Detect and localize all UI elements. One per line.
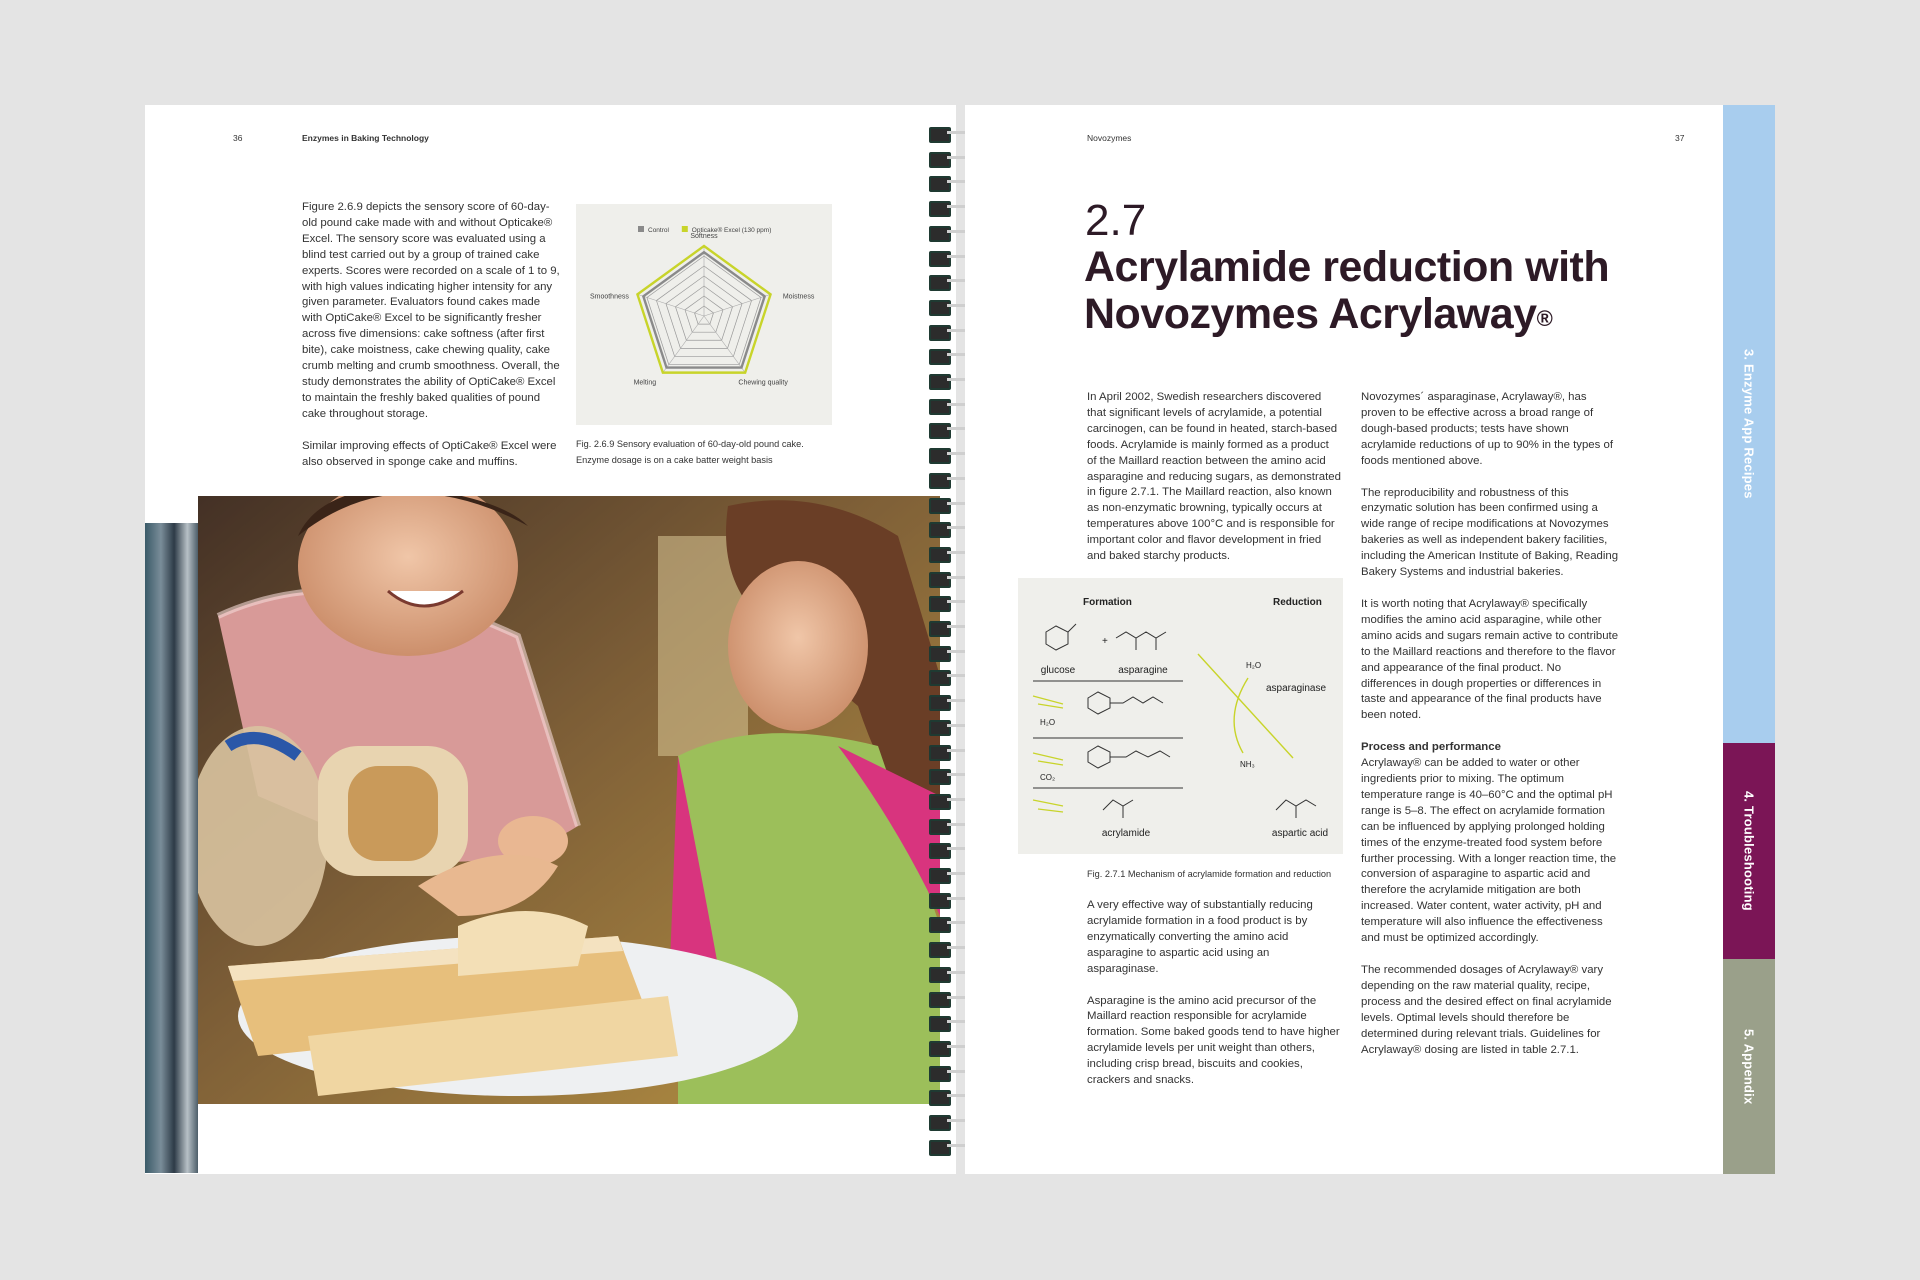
radar-axis-line: [704, 316, 745, 373]
radar-legend-swatch: [682, 226, 688, 232]
right-col1-top: [1087, 390, 1341, 581]
section-tabs: [1723, 105, 1775, 1174]
process-performance-heading: Process and performance: [1361, 741, 1501, 754]
acrylamide-mechanism-diagram: [1018, 578, 1343, 854]
radar-figure-caption: Fig. 2.6.9 Sensory evaluation of 60-day-old pound cake. Enzyme dosage is on a cake batter weight basis: [576, 439, 804, 465]
left-running-title: Enzymes in Baking Technology: [302, 133, 429, 143]
co2-label: CO₂: [1040, 773, 1056, 782]
left-paragraph-1: Figure 2.6.9 depicts the sensory score of 60-day-old pound cake made with and without Opticake® Excel. The sensory score was evaluated using a blind test carried out by a group of trained cake experts. Scores were recorded on a scale of 1 to 9, with high values indicating higher intensity for any given parameter. Evaluators found cakes made with OptiCake® Excel to be significantly fresher across five dimensions: cake softness (after first bite), cake moistness, cake chewing quality, cake crumb melting and crumb smoothness. Overall, the study demonstrates the ability of OptiCake® Excel to maintain the freshly baked qualities of pound cake throughout storage.: [302, 201, 560, 420]
right-col1-bottom: [1087, 898, 1341, 1105]
right-col2-paragraph-1: Novozymes´ asparaginase, Acrylaway®, has proven to be effective across a broad range of dough-based products; tests have shown acrylamide reductions of up to 90% in the types of foods mentioned above.: [1361, 391, 1614, 467]
h2o-right-label: H₂O: [1246, 661, 1262, 670]
reaction-arrows-2: [1033, 753, 1063, 765]
h2o-left-label: H₂O: [1040, 718, 1056, 727]
nh3-label: NH₃: [1240, 760, 1255, 769]
intermediate-structure-1: [1088, 692, 1163, 714]
tab-troubleshooting[interactable]: [1723, 743, 1775, 959]
radar-axis-label: Melting: [633, 379, 657, 387]
section-number: 2.7: [1085, 196, 1147, 245]
tab-enzyme-app-recipes[interactable]: [1723, 105, 1775, 743]
right-page-number: 37: [1675, 133, 1685, 143]
radar-axis-label: Smoothness: [589, 293, 629, 301]
tab-troubleshooting-label: 4. Troubleshooting: [1741, 791, 1757, 911]
photo-mother-daughter-bread: [198, 496, 940, 1104]
left-paragraph-2: Similar improving effects of OptiCake® Excel were also observed in sponge cake and muffins.: [302, 439, 557, 468]
radar-legend-swatch: [638, 226, 644, 232]
tab-appendix[interactable]: [1723, 959, 1775, 1174]
asparaginase-label: asparaginase: [1266, 683, 1327, 694]
right-col2: [1361, 390, 1619, 1074]
section-title-line-1: Acrylamide reduction with: [1084, 243, 1610, 291]
reaction-arrows-3: [1033, 800, 1063, 812]
section-title-line-2: [1084, 291, 1609, 338]
tab-enzyme-app-recipes-label: 3. Enzyme App Recipes: [1741, 349, 1757, 499]
tab-appendix-label: 5. Appendix: [1741, 1028, 1757, 1105]
right-running-title: Novozymes: [1087, 133, 1132, 143]
right-col1-paragraph-2: A very effective way of substantially reducing acrylamide formation in a food product is by enzymatically converting the amino acid asparagine to aspartic acid using an asparaginase.: [1087, 899, 1313, 975]
radar-axis-line: [663, 316, 704, 373]
right-col1-paragraph-1: In April 2002, Swedish researchers discovered that significant levels of acrylamide, a potential carcinogen, can be found in heated, starch-based foods. Acrylamide is mainly formed as a product of the Maillard reaction between the amino acid asparagine and reducing sugars, as demonstrated in figure 2.7.1. The Maillard reaction, also known as non-enzymatic browning, typically occurs at temperatures above 100°C and is responsible for important color and flavor development in fried and baked starchy products.: [1087, 391, 1341, 563]
section-title: [1084, 244, 1609, 338]
acrylamide-structure: [1103, 800, 1133, 818]
glucose-label: glucose: [1040, 665, 1076, 676]
radar-legend-label: Opticake® Excel (130 ppm): [691, 227, 772, 234]
diagram-reduction-label: Reduction: [1273, 597, 1322, 608]
right-col2-paragraph-4: Acrylaway® can be added to water or other ingredients prior to mixing. The optimum temperature range is 40–60°C and the optimal pH range is 5–8. The effect on acrylamide formation can be influenced by applying prolonged holding times of the enzyme-treated food system before further processing. With a longer reaction time, the conversion of asparagine to aspartic acid and therefore the acrylamide mitigation are both increased. Water content, water activity, pH and temperature will also influence the effectiveness and must be optimized accordingly.: [1361, 757, 1617, 945]
radar-axis-label: Chewing quality: [738, 379, 788, 387]
aspartic-acid-structure: [1276, 800, 1316, 818]
diagram-caption: Fig. 2.7.1 Mechanism of acrylamide formation and reduction: [1087, 869, 1332, 879]
registered-mark: ®: [1536, 306, 1553, 331]
glucose-structure: [1046, 624, 1076, 650]
right-col2-paragraph-5: The recommended dosages of Acrylaway® vary depending on the raw material quality, recipe, process and the desired effect on final acrylamide levels. Optimal levels should therefore be determined during relevant trials. Guidelines for Acrylaway® dosing are listed in table 2.7.1.: [1361, 964, 1612, 1056]
left-page-number: 36: [233, 133, 243, 143]
aspartic-acid-label: aspartic acid: [1271, 828, 1329, 839]
right-col1-paragraph-3: Asparagine is the amino acid precursor of the Maillard reaction responsible for acrylamide formation. Some baked goods tend to have higher acrylamide levels per unit weight than others, including crisp bread, biscuits and cookies, crackers and snacks.: [1087, 994, 1340, 1087]
left-body-text: [302, 200, 560, 487]
right-col2-paragraph-2: The reproducibility and robustness of this enzymatic solution has been confirmed using a wide range of recipe modifications at Novozymes bakeries as well as independent bakery facilities, including the American Institute of Baking, Reading Bakery Systems and industrial bakeries.: [1361, 486, 1619, 579]
asparagine-structure: [1116, 632, 1166, 650]
diagram-formation-label: Formation: [1083, 597, 1132, 608]
intermediate-structure-2: [1088, 746, 1170, 768]
asparagine-label: asparagine: [1118, 665, 1168, 676]
plus-sign: +: [1102, 636, 1108, 647]
right-col2-paragraph-3: It is worth noting that Acrylaway® specifically modifies the amino acid asparagine, while other amino acids and sugars remain active to contribute to the Maillard reactions and therefore to the flavor and appearance of the final product. No differences in dough properties or differences in taste and appearance of the final products have been noted.: [1361, 597, 1619, 722]
radar-axis-label: Moistness: [782, 293, 815, 301]
reaction-arrows-1: [1033, 696, 1063, 708]
acrylamide-label: acrylamide: [1101, 828, 1151, 839]
photo-page-edge: [145, 523, 198, 1173]
section-title-line-2-text: Novozymes Acrylaway: [1084, 290, 1537, 338]
radar-chart: [576, 204, 832, 425]
radar-axis-label: Softness: [690, 233, 718, 240]
radar-legend-label: Control: [648, 227, 669, 234]
